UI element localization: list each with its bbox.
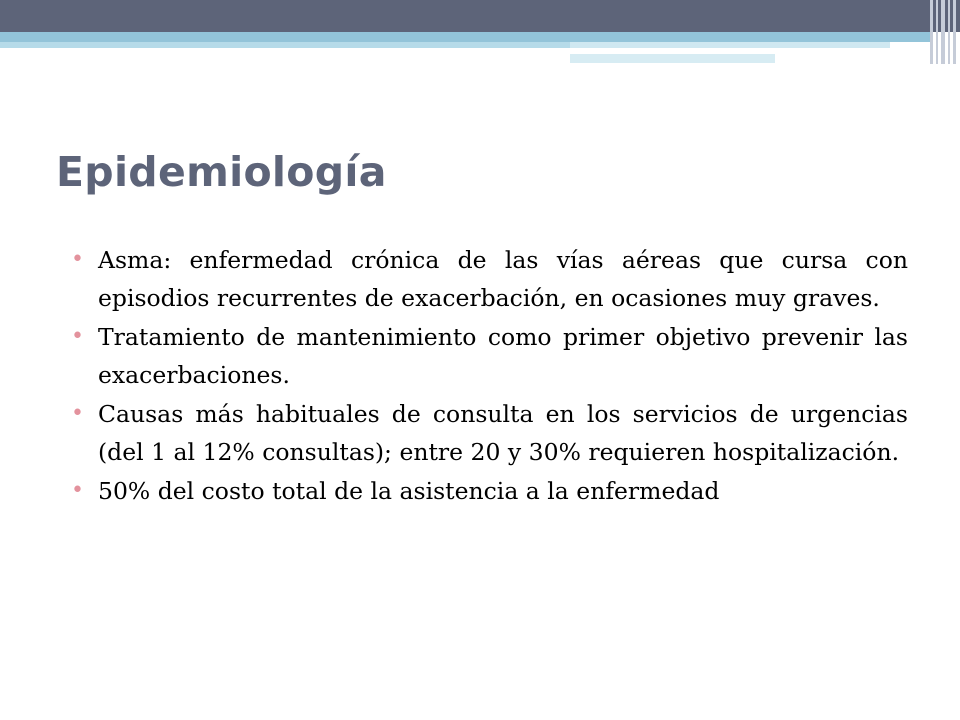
header-dark-band [0,0,960,32]
bullet-text: Causas más habituales de consulta en los servicios de urgencias (del 1 al 12% consultas); entre 20 y 30% requieren hospitalización. [98,400,908,466]
bullet-item [70,241,908,317]
bullet-item [70,318,908,394]
slide-title: Epidemiología [56,148,387,196]
bullet-text: Tratamiento de mantenimiento como primer objetivo prevenir las exacerbaciones. [98,323,908,389]
bullet-icon: • [71,401,84,426]
bullet-text: Asma: enfermedad crónica de las vías aéreas que cursa con episodios recurrentes de exacerbación, en ocasiones muy graves. [98,246,908,312]
bullet-icon: • [71,478,84,503]
header-light-band-left [0,42,570,48]
header-divider-line [570,48,890,50]
bullet-icon: • [71,324,84,349]
bullet-icon: • [71,247,84,272]
bullet-item [70,395,908,471]
header-vertical-lines [926,0,960,64]
header-light-band-lower [570,54,775,63]
header-blue-band [0,32,930,42]
bullet-item [70,472,908,510]
bullet-text: 50% del costo total de la asistencia a la enfermedad [98,477,720,505]
bullet-list [70,241,908,511]
